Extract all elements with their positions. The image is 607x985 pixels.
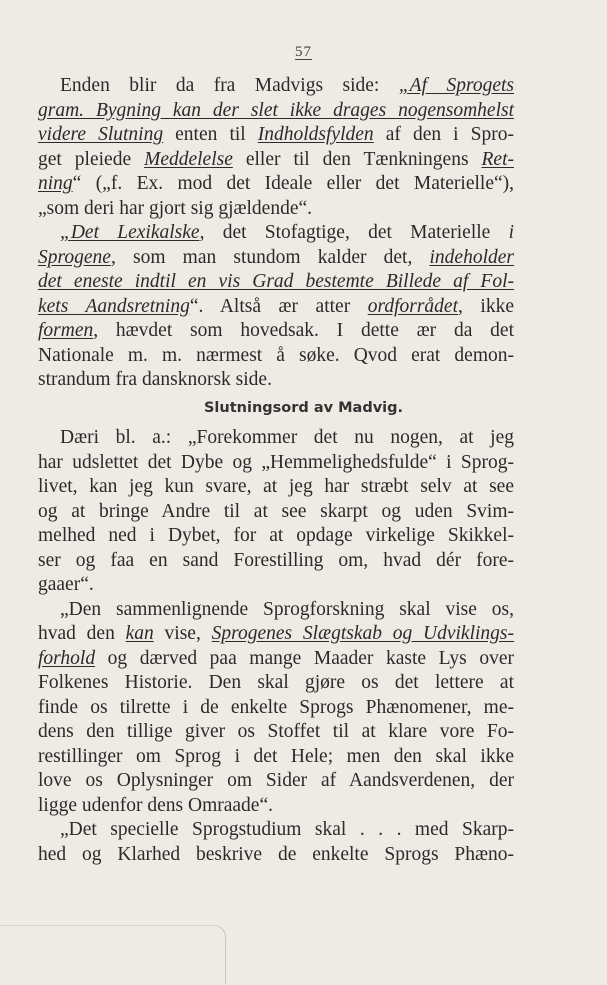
section-heading: Slutningsord av Madvig. — [203, 400, 404, 416]
line: melhed ned i Dybet, for at opdage virkelige Skikkel- — [38, 525, 514, 546]
line — [38, 246, 514, 271]
emphasis: indeholder — [429, 246, 514, 268]
text: af den i Spro- — [373, 124, 514, 145]
text: , som man stundom kalder det, — [110, 246, 430, 268]
line — [38, 123, 514, 148]
emphasis: formen — [38, 320, 94, 341]
page-fold-mark — [0, 925, 226, 984]
text-block-top — [38, 74, 514, 393]
text: Nationale m. m. nærmest å søke. Qvod erat demon- — [38, 344, 514, 366]
paragraph-3 — [38, 426, 514, 598]
line: og at bringe Andre til at see skarpt og uden Svim- — [38, 500, 514, 522]
line: restillinger om Sprog i det Hele; men den skal ikke — [38, 745, 514, 767]
line — [38, 270, 514, 295]
line — [38, 148, 514, 173]
text: strandum fra dansknorsk side. — [38, 369, 272, 390]
emphasis: det eneste indtil en vis Grad bestemte Billede af Fol- — [38, 271, 514, 292]
text: , det Stofagtige, det Materielle — [199, 222, 509, 243]
text: get pleiede — [38, 148, 145, 170]
line — [38, 344, 514, 369]
line — [38, 295, 514, 320]
line — [38, 74, 514, 99]
text: “. Altså ær atter — [189, 295, 368, 317]
line: finde os tilrette i de enkelte Sprogs Phænomener, me- — [38, 696, 514, 718]
emphasis: „Det Lexikalske — [60, 222, 200, 243]
paragraph-4 — [38, 598, 514, 819]
text: vise, — [153, 623, 212, 644]
emphasis: Sprogenes Slægtskab og Udviklings- — [211, 623, 515, 644]
line: ligge udenfor dens Omraade“. — [38, 794, 273, 816]
line: hed og Klarhed beskrive de enkelte Sprogs Phæno- — [38, 843, 514, 865]
emphasis: kan — [125, 623, 154, 644]
line — [38, 319, 514, 344]
line: Folkenes Historie. Den skal gjøre os det lettere at — [38, 672, 514, 693]
line: love os Oplysninger om Sider af Aandsverdenen, der — [38, 770, 514, 791]
emphasis: ordforrådet — [367, 295, 459, 317]
text: eller til den Tænkningens — [232, 148, 482, 170]
text: , ikke — [458, 295, 514, 317]
emphasis: i — [508, 222, 514, 243]
line: „Den sammenlignende Sprogforskning skal vise os, — [60, 598, 514, 620]
emphasis: videre Slutning — [38, 124, 164, 145]
emphasis: Ret- — [481, 148, 514, 170]
line: Dæri bl. a.: „Forekommer det nu nogen, at jeg — [60, 427, 514, 448]
paragraph-1 — [38, 74, 514, 221]
text: , hævdet som hovedsak. I dette ær da det — [93, 320, 514, 341]
line: har udslettet det Dybe og „Hemmelighedsfulde“ i Sprog- — [38, 451, 514, 473]
line — [38, 221, 514, 246]
paragraph-2 — [38, 221, 514, 393]
emphasis: Sprogene — [38, 246, 111, 268]
text: hvad den — [38, 623, 126, 644]
text: Enden blir da fra Madvigs side: — [60, 75, 399, 96]
emphasis: gram. Bygning kan der slet ikke drages nogensomhelst — [38, 99, 514, 121]
line: gaaer“. — [38, 574, 94, 595]
text: og dærved paa mange Maader kaste Lys over — [95, 647, 514, 669]
emphasis: „Af Sprogets — [398, 75, 514, 96]
emphasis: kets Aandsretning — [38, 295, 190, 317]
line — [38, 172, 514, 197]
text-block-bottom — [38, 426, 514, 867]
emphasis: ning — [38, 173, 73, 194]
line — [38, 99, 514, 124]
emphasis: Indholdsfylden — [257, 124, 374, 145]
line — [38, 622, 514, 647]
line — [38, 647, 514, 672]
emphasis: Meddelelse — [144, 148, 233, 170]
page-number: 57 — [295, 44, 312, 60]
text: enten til — [163, 124, 258, 145]
paragraph-5 — [38, 818, 514, 867]
line — [38, 197, 514, 222]
line: ser og faa en sand Forestilling om, hvad dér fore- — [38, 549, 514, 571]
line: „Det specielle Sprogstudium skal . . . med Skarp- — [60, 819, 514, 840]
emphasis: forhold — [38, 647, 96, 669]
text: „som deri har gjort sig gjældende“. — [38, 197, 313, 219]
line: dens den tillige giver os Stoffet til at klare vore Fo- — [38, 721, 514, 742]
text: “ („f. Ex. mod det Ideale eller det Materielle“), — [72, 173, 514, 194]
line: livet, kan jeg kun svare, at jeg har stræbt selv at see — [38, 476, 514, 497]
line — [38, 368, 514, 393]
